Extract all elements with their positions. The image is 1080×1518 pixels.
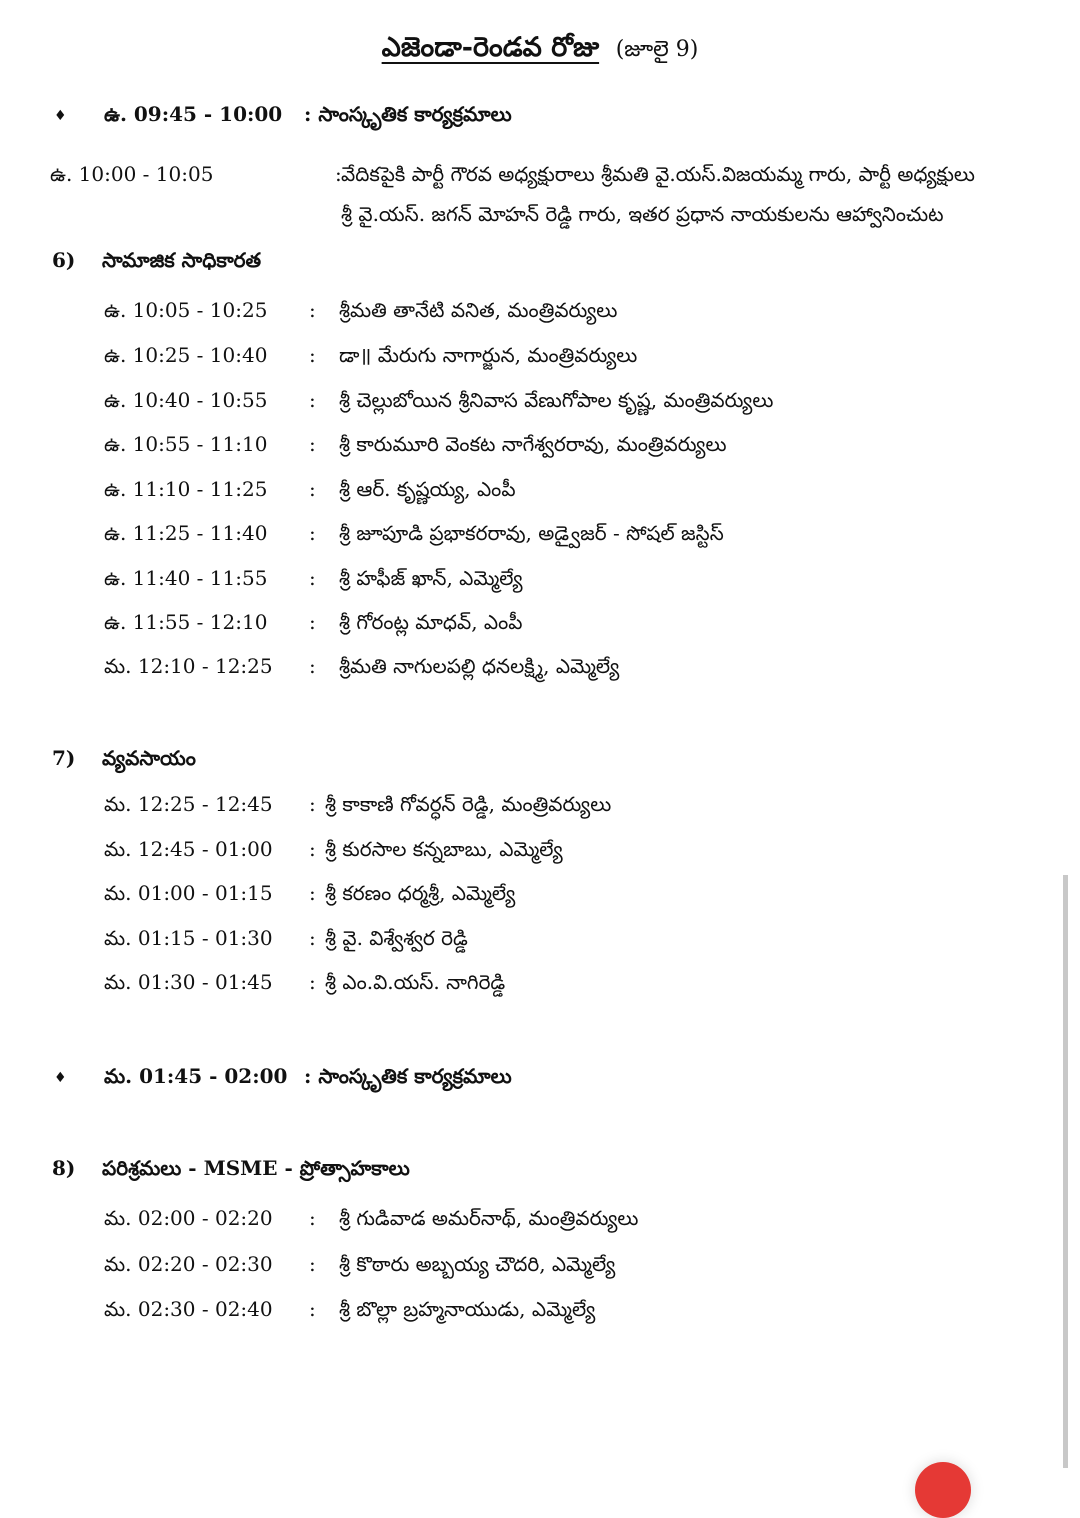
speaker: శ్రీ బొల్లా బ్రహ్మనాయుడు, ఎమ్మెల్యే: [339, 1297, 596, 1321]
colon: :: [309, 1297, 316, 1321]
time: ఉ. 10:00 - 10:05: [50, 162, 214, 186]
time: ఉ. 10:05 - 10:25: [104, 298, 268, 322]
colon: :: [309, 792, 316, 816]
speaker: శ్రీ గుడివాడ అమర్‌నాథ్, మంత్రివర్యులు: [339, 1206, 639, 1230]
colon: :: [309, 566, 316, 590]
colon: :: [309, 1252, 316, 1276]
section-title: పరిశ్రమలు - MSME - ప్రోత్సాహకాలు: [102, 1156, 410, 1180]
section-title: వ్యవసాయం: [102, 746, 196, 770]
speaker: శ్రీ కురసాల కన్నబాబు, ఎమ్మెల్యే: [325, 837, 563, 861]
scrollbar[interactable]: [1063, 875, 1068, 1468]
colon: :: [309, 388, 316, 412]
agenda-item: [104, 521, 724, 550]
colon: :: [309, 654, 316, 678]
agenda-item: [104, 298, 617, 327]
colon: :: [309, 477, 316, 501]
section-number: 7): [52, 746, 76, 770]
colon: :: [309, 610, 316, 634]
agenda-item: [104, 432, 727, 461]
colon: :: [309, 881, 316, 905]
time: మ. 01:15 - 01:30: [104, 926, 273, 950]
bullet-icon: ♦: [54, 1070, 67, 1086]
section-number: 8): [52, 1156, 76, 1180]
title-main: ఎజెండా-రెండవ రోజు: [381, 32, 600, 63]
agenda-item: [104, 792, 611, 821]
time: ఉ. 11:55 - 12:10: [104, 610, 268, 634]
welcome-text-1: వేదికపైకి పార్టీ గౌరవ అధ్యక్షురాలు శ్రీమతి వై.యస్.విజయమ్మ గారు, పార్టీ అధ్యక్షులు: [341, 162, 975, 186]
agenda-item: [104, 343, 637, 372]
time: మ. 02:30 - 02:40: [104, 1297, 273, 1321]
welcome-row: ఉ. 10:00 - 10:05 :: [50, 162, 335, 191]
time: మ. 12:10 - 12:25: [104, 654, 273, 678]
document-title: [0, 32, 1080, 70]
colon: :: [309, 521, 316, 545]
agenda-item: [104, 388, 773, 417]
speaker: శ్రీ కొఠారు అబ్బయ్య చౌదరి, ఎమ్మెల్యే: [339, 1252, 616, 1276]
time: మ. 01:00 - 01:15: [104, 881, 273, 905]
speaker: శ్రీ జూపూడి ప్రభాకరరావు, అడ్వైజర్ - సోషల్ జస్టిస్: [339, 521, 724, 545]
colon: :: [309, 926, 316, 950]
speaker: శ్రీ ఆర్. కృష్ణయ్య, ఎంపీ: [339, 477, 516, 501]
agenda-item: [104, 970, 505, 999]
event: : సాంస్కృతిక కార్యక్రమాలు: [304, 1064, 512, 1088]
speaker: డా॥ మేరుగు నాగార్జున, మంత్రివర్యులు: [339, 343, 638, 367]
time: ఉ. 11:25 - 11:40: [104, 521, 268, 545]
time: ఉ. 11:40 - 11:55: [104, 566, 268, 590]
section-heading: [52, 746, 196, 775]
time: ఉ. 10:55 - 11:10: [104, 432, 268, 456]
floating-action-button[interactable]: [915, 1462, 971, 1518]
speaker: శ్రీమతి నాగులపల్లి ధనలక్ష్మి, ఎమ్మెల్యే: [339, 654, 620, 678]
bullet-icon: ♦: [54, 108, 67, 124]
time: మ. 12:25 - 12:45: [104, 792, 273, 816]
event: : సాంస్కృతిక కార్యక్రమాలు: [304, 102, 512, 126]
agenda-item: [104, 926, 468, 955]
section-heading: [52, 1156, 410, 1185]
agenda-item: [104, 881, 515, 910]
agenda-item: [104, 477, 516, 506]
time: మ. 01:30 - 01:45: [104, 970, 273, 994]
colon: :: [309, 837, 316, 861]
colon: :: [309, 432, 316, 456]
section-number: 6): [52, 248, 76, 272]
agenda-item: [104, 610, 523, 639]
section-title: సామాజిక సాధికారత: [102, 248, 262, 272]
time: మ. 02:20 - 02:30: [104, 1252, 273, 1276]
cultural-row-2: [104, 1064, 512, 1093]
colon: :: [309, 298, 316, 322]
time: మ. 02:00 - 02:20: [104, 1206, 273, 1230]
agenda-item: [104, 654, 619, 683]
time: ఉ. 11:10 - 11:25: [104, 477, 268, 501]
speaker: శ్రీ కారుమూరి వెంకట నాగేశ్వరరావు, మంత్రివర్యులు: [339, 432, 727, 456]
agenda-item: [104, 566, 523, 595]
colon: :: [309, 1206, 316, 1230]
agenda-item: [104, 1206, 638, 1235]
welcome-text-2: శ్రీ వై.యస్. జగన్ మోహన్ రెడ్డి గారు, ఇతర ప్రధాన నాయకులను ఆహ్వానించుట: [341, 202, 944, 226]
speaker: శ్రీ వై. విశ్వేశ్వర రెడ్డి: [325, 926, 468, 950]
agenda-item: [104, 837, 563, 866]
time: ఉ. 10:40 - 10:55: [104, 388, 268, 412]
speaker: శ్రీ కరణం ధర్మశ్రీ, ఎమ్మెల్యే: [325, 881, 516, 905]
time: ఉ. 10:25 - 10:40: [104, 343, 268, 367]
time: ఉ. 09:45 - 10:00: [104, 102, 283, 126]
cultural-row-1: [104, 102, 512, 131]
speaker: శ్రీ ఎం.వి.యస్. నాగిరెడ్డి: [325, 970, 506, 994]
speaker: శ్రీమతి తానేటి వనిత, మంత్రివర్యులు: [339, 298, 618, 322]
speaker: శ్రీ కాకాణి గోవర్ధన్ రెడ్డి, మంత్రివర్యులు: [325, 792, 612, 816]
section-heading: [52, 248, 261, 277]
title-date: (జూలై 9): [615, 37, 699, 62]
colon: :: [309, 970, 316, 994]
speaker: శ్రీ హఫీజ్ ఖాన్, ఎమ్మెల్యే: [339, 566, 523, 590]
speaker: శ్రీ గోరంట్ల మాధవ్, ఎంపీ: [339, 610, 523, 634]
agenda-item: [104, 1297, 595, 1326]
agenda-item: [104, 1252, 615, 1281]
time: మ. 12:45 - 01:00: [104, 837, 273, 861]
colon: :: [309, 343, 316, 367]
speaker: శ్రీ చెల్లుబోయిన శ్రీనివాస వేణుగోపాల కృష్ణ, మంత్రివర్యులు: [339, 388, 774, 412]
time: మ. 01:45 - 02:00: [104, 1064, 288, 1088]
